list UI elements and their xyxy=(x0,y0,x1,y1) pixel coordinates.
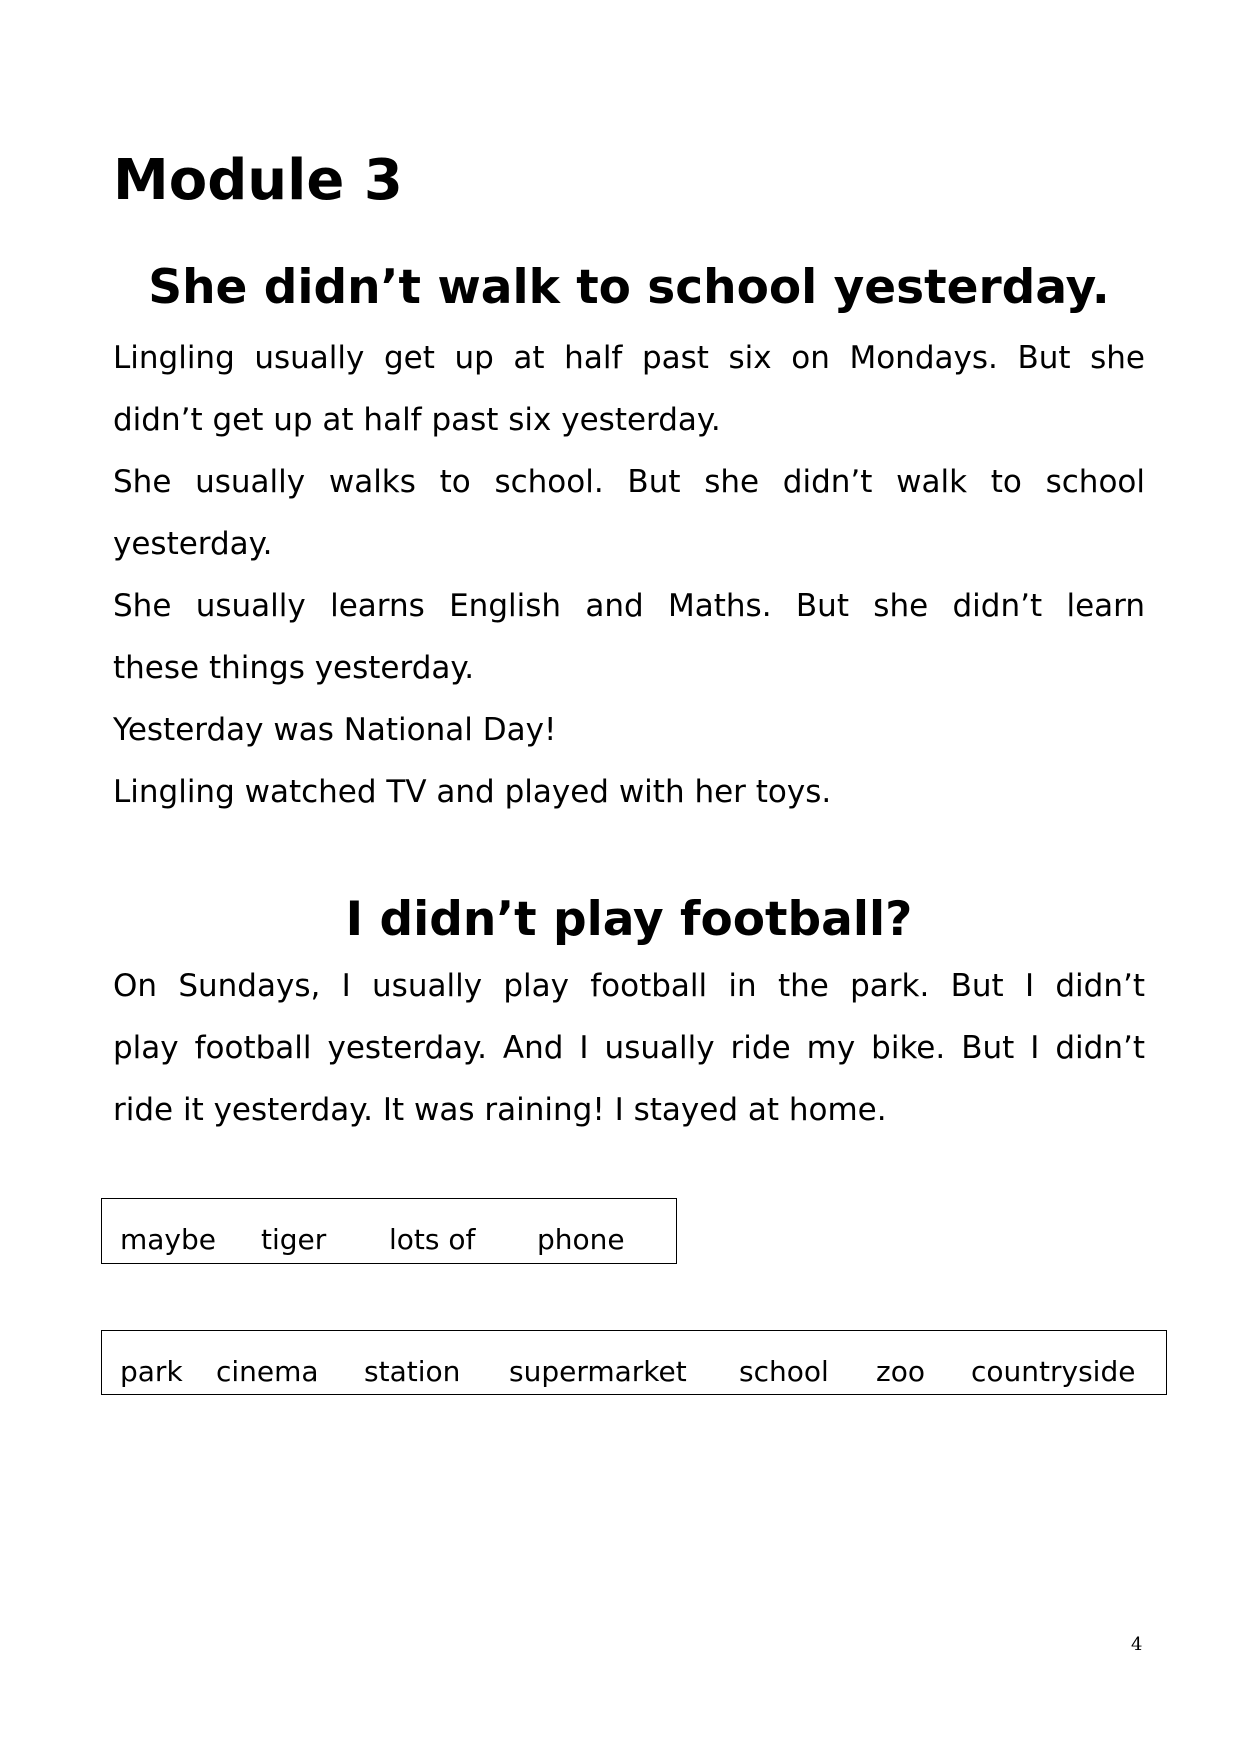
word: park xyxy=(120,1355,183,1388)
word: lots of xyxy=(389,1223,476,1256)
word: station xyxy=(364,1355,461,1388)
passage-line: Lingling watched TV and played with her toys. xyxy=(113,774,832,810)
passage-2 xyxy=(113,955,1145,1141)
word: maybe xyxy=(120,1223,217,1256)
passage-line: didn’t get up at half past six yesterday. xyxy=(113,402,721,438)
module-title: Module 3 xyxy=(113,148,403,213)
word: zoo xyxy=(876,1355,925,1388)
passage-line: yesterday. xyxy=(113,526,273,562)
word: tiger xyxy=(261,1223,327,1256)
section-heading-1: She didn’t walk to school yesterday. xyxy=(148,260,1110,315)
word: school xyxy=(739,1355,829,1388)
word: phone xyxy=(537,1223,625,1256)
passage-1 xyxy=(113,327,1145,823)
passage-line: On Sundays, I usually play football in the park. But I didn’t xyxy=(113,968,1145,1004)
word: supermarket xyxy=(509,1355,687,1388)
page-number: 4 xyxy=(1131,1634,1143,1655)
passage-line: play football yesterday. And I usually ride my bike. But I didn’t xyxy=(113,1030,1145,1066)
word: countryside xyxy=(971,1355,1136,1388)
word-box-1 xyxy=(101,1198,677,1264)
passage-line: She usually walks to school. But she didn’t walk to school xyxy=(113,464,1145,500)
passage-line: ride it yesterday. It was raining! I stayed at home. xyxy=(113,1092,887,1128)
passage-line: Lingling usually get up at half past six on Mondays. But she xyxy=(113,340,1145,376)
word: cinema xyxy=(216,1355,319,1388)
section-heading-2: I didn’t play football? xyxy=(345,892,913,947)
passage-line: She usually learns English and Maths. But she didn’t learn xyxy=(113,588,1145,624)
passage-line: these things yesterday. xyxy=(113,650,475,686)
passage-line: Yesterday was National Day! xyxy=(113,712,557,748)
word-box-2 xyxy=(101,1330,1167,1395)
